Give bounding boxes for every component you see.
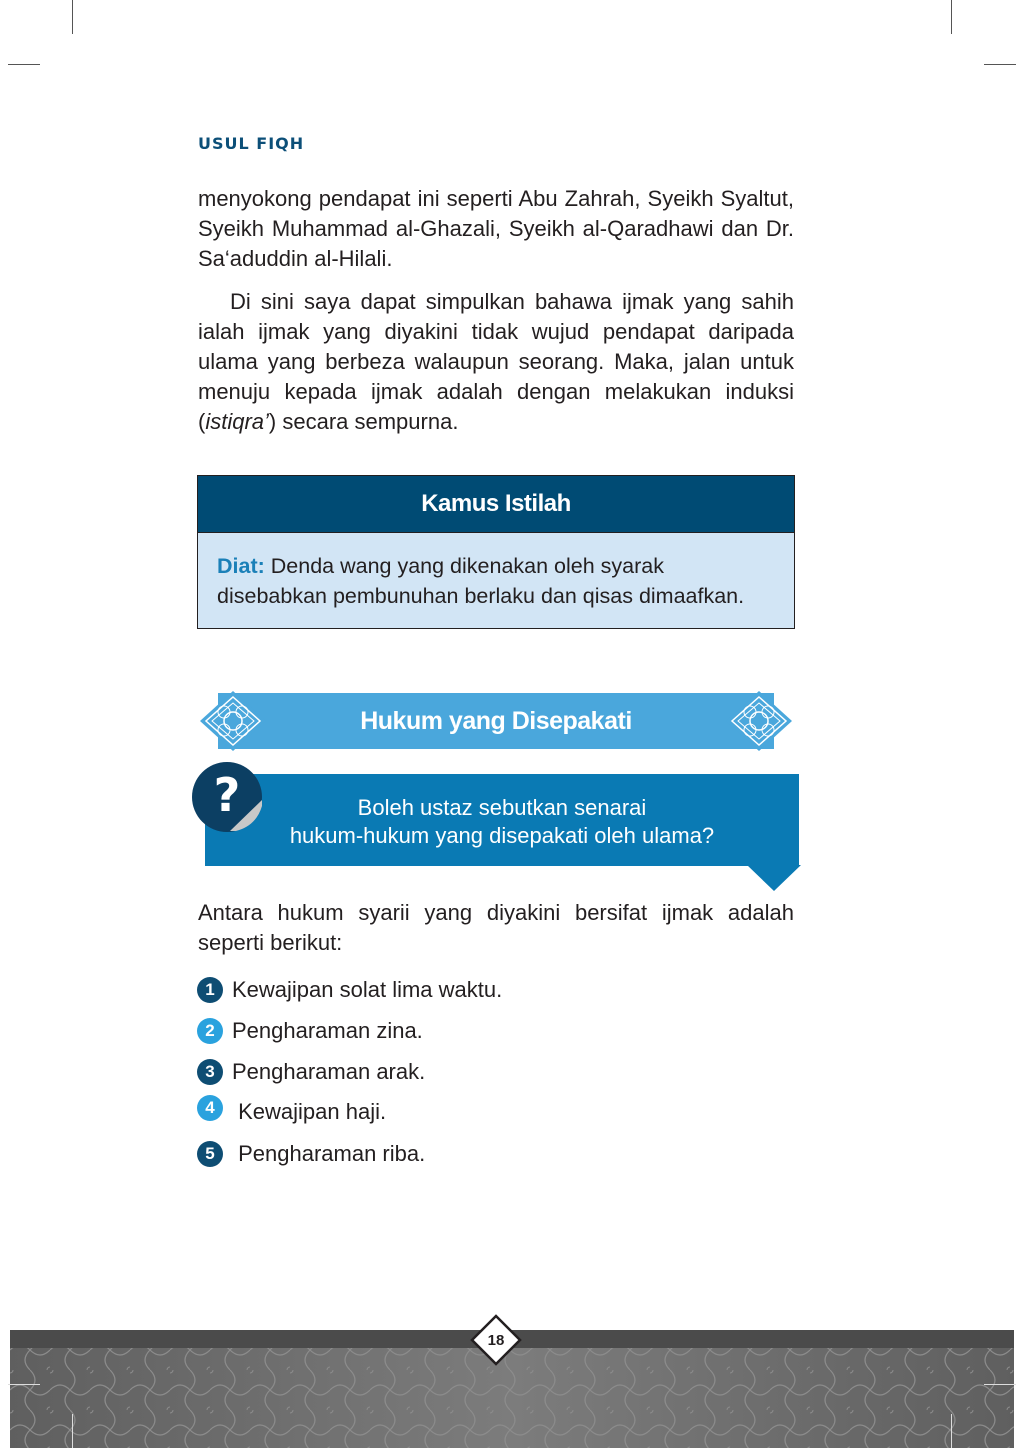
list-number-badge: 1 <box>197 977 223 1003</box>
crop-mark <box>8 1384 40 1385</box>
crop-mark <box>8 64 40 65</box>
body-paragraph <box>198 287 794 437</box>
list-number-badge: 4 <box>197 1095 223 1121</box>
paragraph-text: ) secara sempurna. <box>268 409 459 434</box>
crop-mark <box>951 1414 952 1448</box>
crop-mark <box>72 0 73 34</box>
question-line: Boleh ustaz sebutkan senarai <box>357 795 647 820</box>
speech-tail <box>747 865 801 893</box>
glossary-title: Kamus Istilah <box>198 476 794 533</box>
section-banner <box>218 693 774 749</box>
crop-mark <box>984 64 1016 65</box>
list-item <box>197 1057 425 1087</box>
glossary-term: Diat: <box>217 554 265 578</box>
list-item-text: Pengharaman riba. <box>232 1141 426 1166</box>
question-line: hukum-hukum yang disepakati oleh ulama? <box>289 823 715 848</box>
list-item-text: Pengharaman zina. <box>232 1018 423 1043</box>
question-box <box>205 774 799 866</box>
list-item <box>197 1139 425 1169</box>
list-item-text: Pengharaman arak. <box>232 1059 426 1084</box>
list-item-text: Kewajipan solat lima waktu. <box>232 977 503 1002</box>
body-paragraph: Antara hukum syarii yang diyakini bersifat ijmak adalah seperti berikut: <box>198 900 794 955</box>
list-number-badge: 3 <box>197 1059 223 1085</box>
list-item <box>197 1016 423 1046</box>
question-text <box>205 794 799 850</box>
running-head: USUL FIQH <box>198 134 305 153</box>
list-item <box>197 1097 386 1127</box>
section-title: Hukum yang Disepakati <box>360 707 632 735</box>
paragraph-text: Di sini saya dapat simpulkan bahawa ijmak yang sahih ialah ijmak yang diyakini tidak wujud pendapat daripada ulama yang berbeza walaupun seorang. Maka, jalan untuk menuju kepada ijmak adalah dengan melakukan induksi ( <box>198 289 794 434</box>
list-item-text: Kewajipan haji. <box>232 1099 387 1124</box>
ornament-right-icon <box>724 689 794 753</box>
glossary-box <box>197 475 795 629</box>
list-number-badge: 5 <box>197 1141 223 1167</box>
crop-mark <box>951 0 952 34</box>
glossary-definition: Denda wang yang dikenakan oleh syarak disebabkan pembunuhan berlaku dan qisas dimaafkan. <box>217 554 745 608</box>
question-mark-glyph: ? <box>213 768 241 822</box>
question-mark-icon <box>190 760 266 836</box>
crop-mark <box>72 1414 73 1448</box>
glossary-entry <box>198 533 794 611</box>
body-paragraph: menyokong pendapat ini seperti Abu Zahrah, Syeikh Syaltut, Syeikh Muhammad al-Ghazali, Syeikh al-Qaradhawi dan Dr. Sa‘aduddin al-Hilali. <box>198 186 794 271</box>
crop-mark <box>984 1384 1016 1385</box>
page-number: 18 <box>487 1331 505 1349</box>
list-item <box>197 975 502 1005</box>
italic-term: istiqra’ <box>205 409 269 434</box>
ornament-left-icon <box>198 689 268 753</box>
list-number-badge: 2 <box>197 1018 223 1044</box>
